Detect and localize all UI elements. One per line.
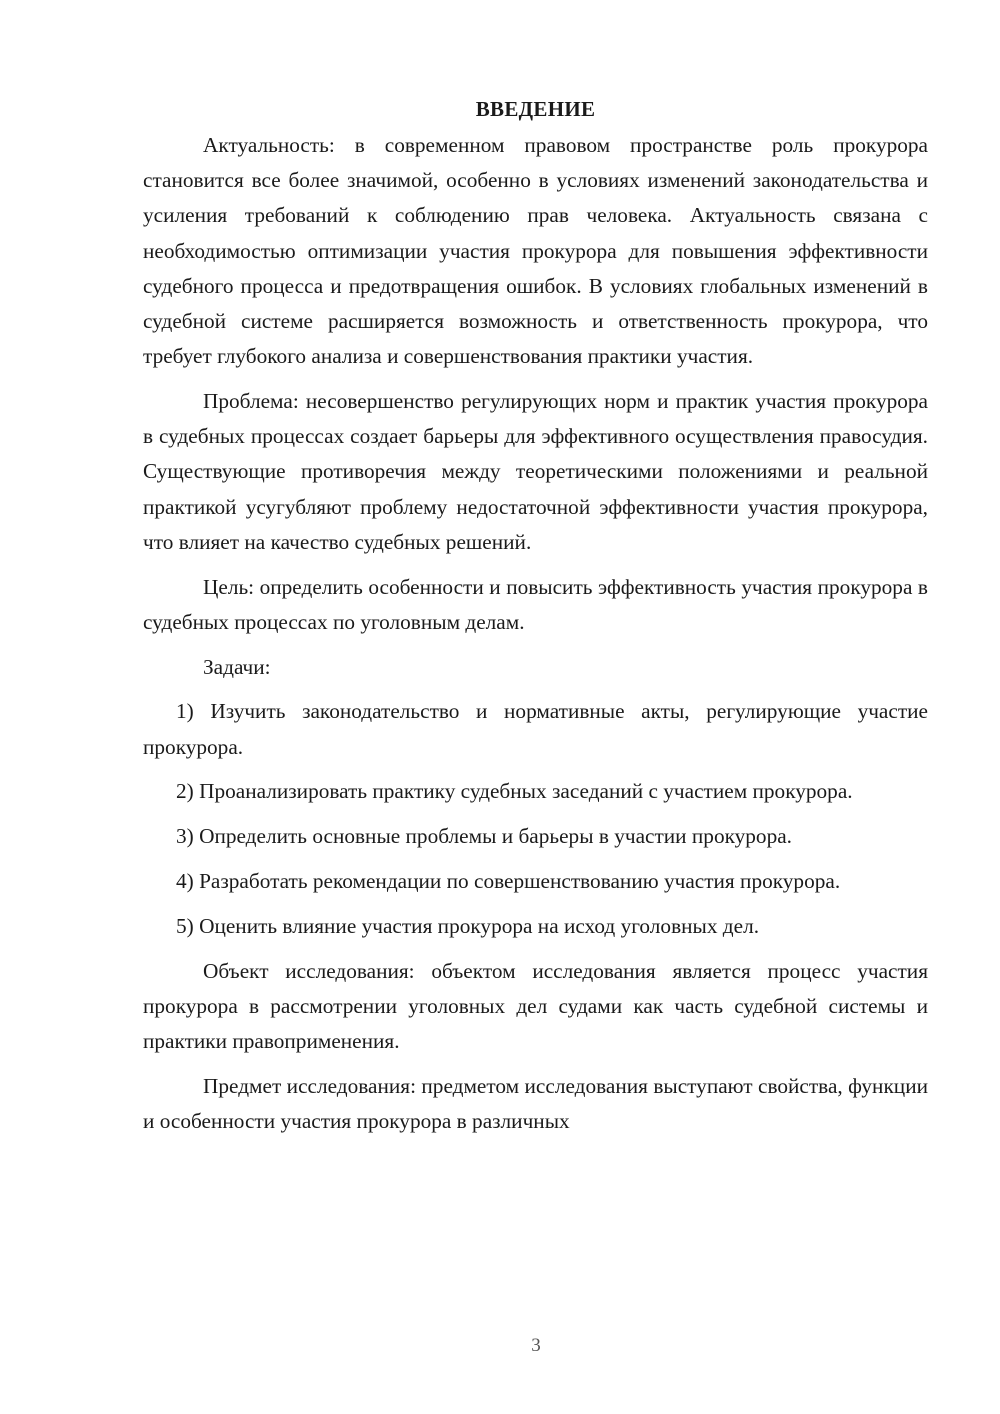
page-content	[143, 94, 928, 1139]
goal-paragraph: Цель: определить особенности и повысить эффективность участия прокурора в судебных процессах по уголовным делам.	[143, 574, 928, 634]
tasks-label: Задачи:	[203, 654, 271, 679]
task-item: 5) Оценить влияние участия прокурора на исход уголовных дел.	[176, 913, 760, 938]
task-item: 3) Определить основные проблемы и барьеры в участии прокурора.	[176, 824, 793, 849]
task-item: 4) Разработать рекомендации по совершенствованию участия прокурора.	[176, 869, 841, 894]
section-heading: ВВЕДЕНИЕ	[475, 97, 596, 121]
task-item: 2) Проанализировать практику судебных заседаний с участием прокурора.	[176, 779, 853, 804]
relevance-paragraph: Актуальность: в современном правовом пространстве роль прокурора становится все более значимой, особенно в условиях изменений законодательства и усиления требований к соблюдению прав человека. Актуальность связана с необходимостью оптимизации участия прокурора для повышения эффективности судебного процесса и предотвращения ошибок. В условиях глобальных изменений в судебной системе расширяется возможность и ответственность прокурора, что требует глубокого анализа и совершенствования практики участия.	[143, 133, 928, 369]
page-number: 3	[531, 1335, 541, 1356]
problem-paragraph: Проблема: несовершенство регулирующих норм и практик участия прокурора в судебных процессах создает барьеры для эффективного осуществления правосудия. Существующие противоречия между теоретическими положениями и реальной практикой усугубляют проблему недостаточной эффективности участия прокурора, что влияет на качество судебных решений.	[143, 389, 928, 554]
object-paragraph: Объект исследования: объектом исследования является процесс участия прокурора в рассмотрении уголовных дел судами как часть судебной системы и практики правоприменения.	[143, 958, 928, 1054]
subject-paragraph: Предмет исследования: предметом исследования выступают свойства, функции и особенности участия прокурора в различных	[143, 1073, 928, 1134]
task-item: 1) Изучить законодательство и нормативные акты, регулирующие участие прокурора.	[143, 699, 928, 759]
